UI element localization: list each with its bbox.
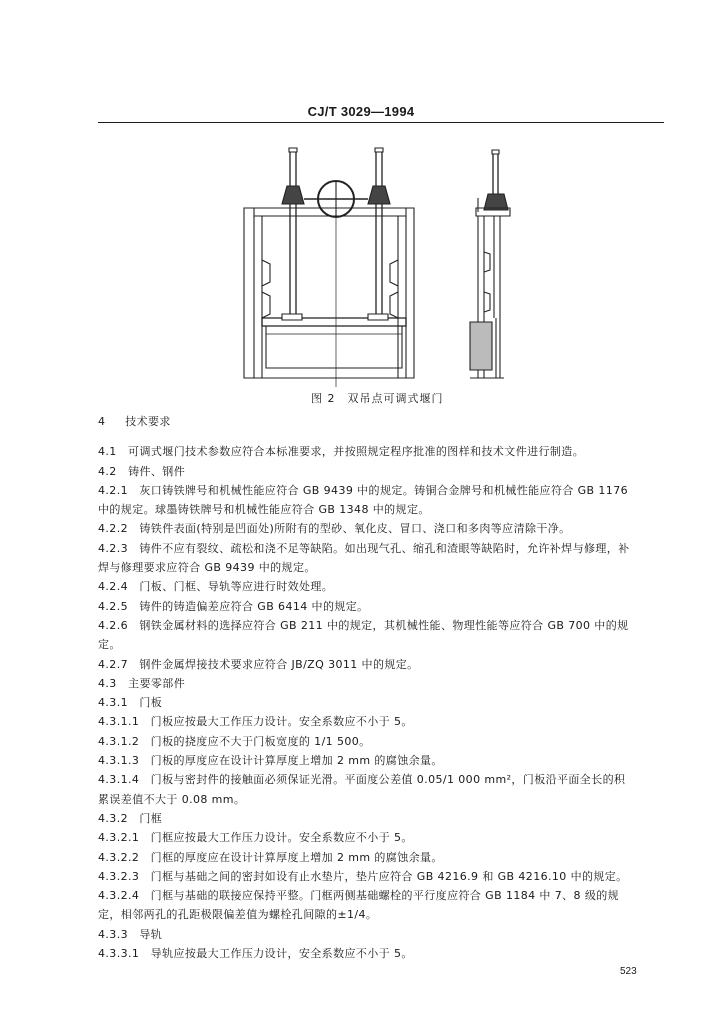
clause-line: 累误差值不大于 0.08 mm。 [98,792,246,806]
document-code: CJ/T 3029—1994 [307,104,415,119]
clause-line: 定，相邻两孔的孔距极限偏差值为螺栓孔间隙的±1/4。 [98,908,378,922]
clause-line: 4.1 可调式堰门技术参数应符合本标准要求，并按照规定程序批准的图样和技术文件进行制造。 [98,445,585,459]
clause-line: 4.3.1 门板 [98,696,163,710]
clause-line: 4.2.5 铸件的铸造偏差应符合 GB 6414 中的规定。 [98,599,369,613]
body-text [98,412,664,963]
page-number: 523 [620,966,637,977]
clause-line: 4.2.3 铸件不应有裂纹、疏松和浇不足等缺陷。如出现气孔、缩孔和渣眼等缺陷时，允许补焊与修理，补 [98,541,630,555]
front-view [244,148,414,387]
clause-line: 4.2.6 钢铁金属材料的选择应符合 GB 211 中的规定，其机械性能、物理性能等应符合 GB 700 中的规 [98,618,629,632]
clause-line: 4.2.1 灰口铸铁牌号和机械性能应符合 GB 9439 中的规定。铸铜合金牌号和机械性能应符合 GB 1176 [98,483,628,497]
clause-line: 4.3.1.4 门板与密封件的接触面必须保证光滑。平面度公差值 0.05/1 000 mm²，门板沿平面全长的积 [98,773,626,787]
clause-line: 4.3.2.2 门框的厚度应在设计计算厚度上增加 2 mm 的腐蚀余量。 [98,850,443,864]
clause-line: 4.2.7 钢件金属焊接技术要求应符合 JB/ZQ 3011 中的规定。 [98,657,419,671]
clause-line: 4.3.1.1 门板应按最大工作压力设计。安全系数应不小于 5。 [98,715,413,729]
clause-line: 4.2 铸件、钢件 [98,464,186,478]
clause-line: 4.3.3 导轨 [98,927,163,941]
section-title: 技术要求 [125,415,171,428]
clause-line: 4.3.2 门框 [98,811,163,825]
clause-line: 4.2.4 门板、门框、导轨等应进行时效处理。 [98,580,334,594]
section-heading [98,412,664,431]
clause-line: 4.3.3.1 导轨应按最大工作压力设计，安全系数应不小于 5。 [98,947,413,961]
clause-line: 4.3.2.1 门框应按最大工作压力设计。安全系数应不小于 5。 [98,831,413,845]
clause-line: 定。 [98,638,121,652]
clause-line: 中的规定。球墨铸铁牌号和机械性能应符合 GB 1348 中的规定。 [98,503,430,517]
header-rule [98,122,664,123]
weir-gate-drawing [232,142,522,387]
side-view [470,150,510,378]
clause-line: 4.3.2.3 门框与基础之间的密封如设有止水垫片，垫片应符合 GB 4216.9 和 GB 4216.10 中的规定。 [98,869,628,883]
figure-caption: 图 2 双吊点可调式堰门 [311,392,444,405]
clause-line: 4.3.1.2 门板的挠度应不大于门板宽度的 1/1 500。 [98,734,371,748]
section-number: 4 [98,415,106,428]
clause-line: 4.3.2.4 门框与基础的联接应保持平整。门框两侧基础螺栓的平行度应符合 GB 1184 中 7、8 级的规 [98,889,620,903]
clause-line: 4.3.1.3 门板的厚度应在设计计算厚度上增加 2 mm 的腐蚀余量。 [98,754,443,768]
clause-line: 4.2.2 铸铁件表面(特别是凹面处)所附有的型砂、氧化皮、冒口、浇口和多肉等应清除干净。 [98,522,571,536]
clause-line: 4.3 主要零部件 [98,676,186,690]
clause-line: 焊与修理要求应符合 GB 9439 中的规定。 [98,561,316,575]
